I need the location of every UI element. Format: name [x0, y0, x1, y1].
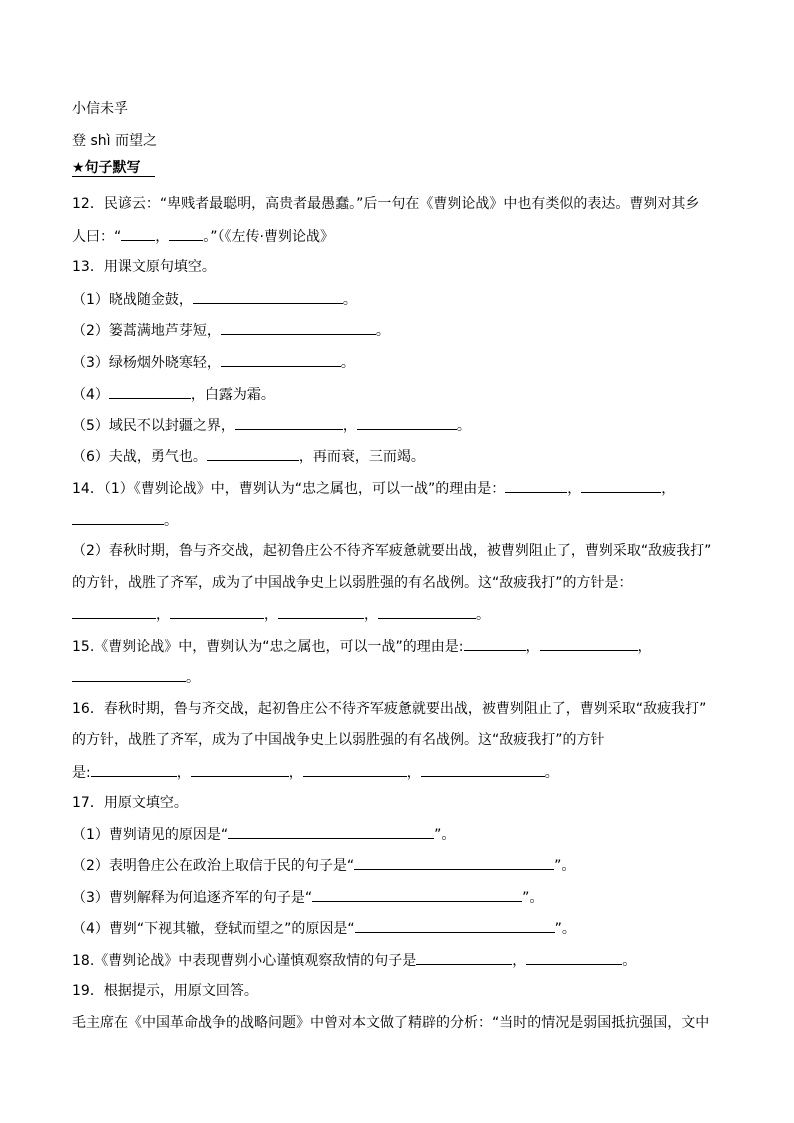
- text-line: 小信未孚: [72, 101, 128, 117]
- question-18: 18.《曹刿论战》中表现曹刿小心谨慎观察敌情的句子是 ， 。: [72, 953, 637, 969]
- answer-blank[interactable]: [193, 291, 343, 304]
- answer-blank[interactable]: [207, 448, 299, 461]
- answer-blank[interactable]: [91, 764, 177, 777]
- answer-blank[interactable]: [228, 826, 434, 839]
- question-17-3: （3）曹刿解释为何追逐齐军的句子是“ ”。: [72, 890, 544, 906]
- question-16: 16．春秋时期，鲁与齐交战，起初鲁庄公不待齐军疲惫就要出战，被曹刿阻止了，曹刿采取“敌疲我打”: [72, 701, 707, 717]
- answer-blank[interactable]: [526, 952, 622, 965]
- question-13-2: （2）篓蒿满地芦芽短， 。: [72, 323, 390, 339]
- answer-blank[interactable]: [464, 638, 526, 651]
- answer-blank[interactable]: [109, 386, 191, 399]
- question-19: 19．根据提示，用原文回答。: [72, 983, 258, 999]
- answer-blank[interactable]: [357, 417, 457, 430]
- question-17-4: （4）曹刿“下视其辙，登轼而望之”的原因是“ ”。: [72, 921, 576, 937]
- answer-blank[interactable]: [540, 638, 638, 651]
- answer-blank[interactable]: [303, 764, 407, 777]
- answer-blank[interactable]: [191, 764, 289, 777]
- answer-blank[interactable]: [121, 228, 155, 241]
- section-heading: ★句子默写: [72, 160, 155, 176]
- question-14-2: （2）春秋时期，鲁与齐交战，起初鲁庄公不待齐军疲惫就要出战，被曹刿阻止了，曹刿采取“敌疲我打”: [72, 543, 712, 559]
- question-14-2-cont: 的方针，战胜了齐军，成为了中国战争史上以弱胜强的有名战例。这“敌疲我打”的方针是：: [72, 575, 633, 591]
- question-16-blanks: 是: ， ， ， 。: [72, 765, 559, 781]
- answer-blank[interactable]: [354, 857, 554, 870]
- question-13-4: （4） ，白露为霜。: [72, 387, 275, 403]
- answer-blank[interactable]: [421, 764, 545, 777]
- answer-blank[interactable]: [278, 606, 364, 619]
- answer-blank[interactable]: [221, 354, 341, 367]
- question-17: 17．用原文填空。: [72, 795, 188, 811]
- answer-blank[interactable]: [72, 606, 156, 619]
- question-13: 13．用课文原句填空。: [72, 259, 216, 275]
- question-13-3: （3）绿杨烟外晓寒轻， 。: [72, 355, 355, 371]
- answer-blank[interactable]: [505, 480, 567, 493]
- answer-blank[interactable]: [416, 952, 512, 965]
- question-13-1: （1）晓战随金鼓， 。: [72, 292, 357, 308]
- question-12-cont: 人曰：“ ， 。”（《左传·曹刿论战》: [72, 229, 334, 245]
- question-17-1: （1）曹刿请见的原因是“ ”。: [72, 827, 456, 843]
- question-16-cont: 的方针，战胜了齐军，成为了中国战争史上以弱胜强的有名战例。这“敌疲我打”的方针: [72, 732, 605, 748]
- question-13-6: （6）夫战，勇气也。 ，再而衰，三而竭。: [72, 449, 425, 465]
- text-line: 登 shì 而望之: [72, 133, 157, 149]
- question-19-cont: 毛主席在《中国革命战争的战略问题》中曾对本文做了精辟的分析：“当时的情况是弱国抵抗强国，文中: [72, 1015, 710, 1031]
- answer-blank[interactable]: [355, 920, 555, 933]
- answer-blank[interactable]: [221, 322, 376, 335]
- answer-blank[interactable]: [378, 606, 476, 619]
- question-13-5: （5）域民不以封疆之界， ， 。: [72, 418, 471, 434]
- question-14-cont: 。: [72, 512, 178, 529]
- answer-blank[interactable]: [72, 669, 186, 682]
- answer-blank[interactable]: [235, 417, 343, 430]
- question-12: 12．民谚云：“卑贱者最聪明，高贵者最愚蠢。”后一句在《曹刿论战》中也有类似的表达。曹刿对其乡: [72, 196, 700, 212]
- answer-blank[interactable]: [581, 480, 661, 493]
- question-14: 14．（1）《曹刿论战》中，曹刿认为“忠之属也，可以一战”的理由是： ， ，: [72, 481, 676, 497]
- answer-blank[interactable]: [312, 889, 522, 902]
- answer-blank[interactable]: [170, 606, 264, 619]
- question-17-2: （2）表明鲁庄公在政治上取信于民的句子是“ ”。: [72, 858, 576, 874]
- answer-blank[interactable]: [169, 228, 203, 241]
- answer-blank[interactable]: [72, 512, 164, 525]
- question-14-2-blanks: ， ， ， 。: [72, 606, 490, 623]
- question-15: 15.《曹刿论战》中，曹刿认为“忠之属也，可以一战”的理由是: ， ，: [72, 639, 652, 655]
- question-15-cont: 。: [72, 669, 200, 686]
